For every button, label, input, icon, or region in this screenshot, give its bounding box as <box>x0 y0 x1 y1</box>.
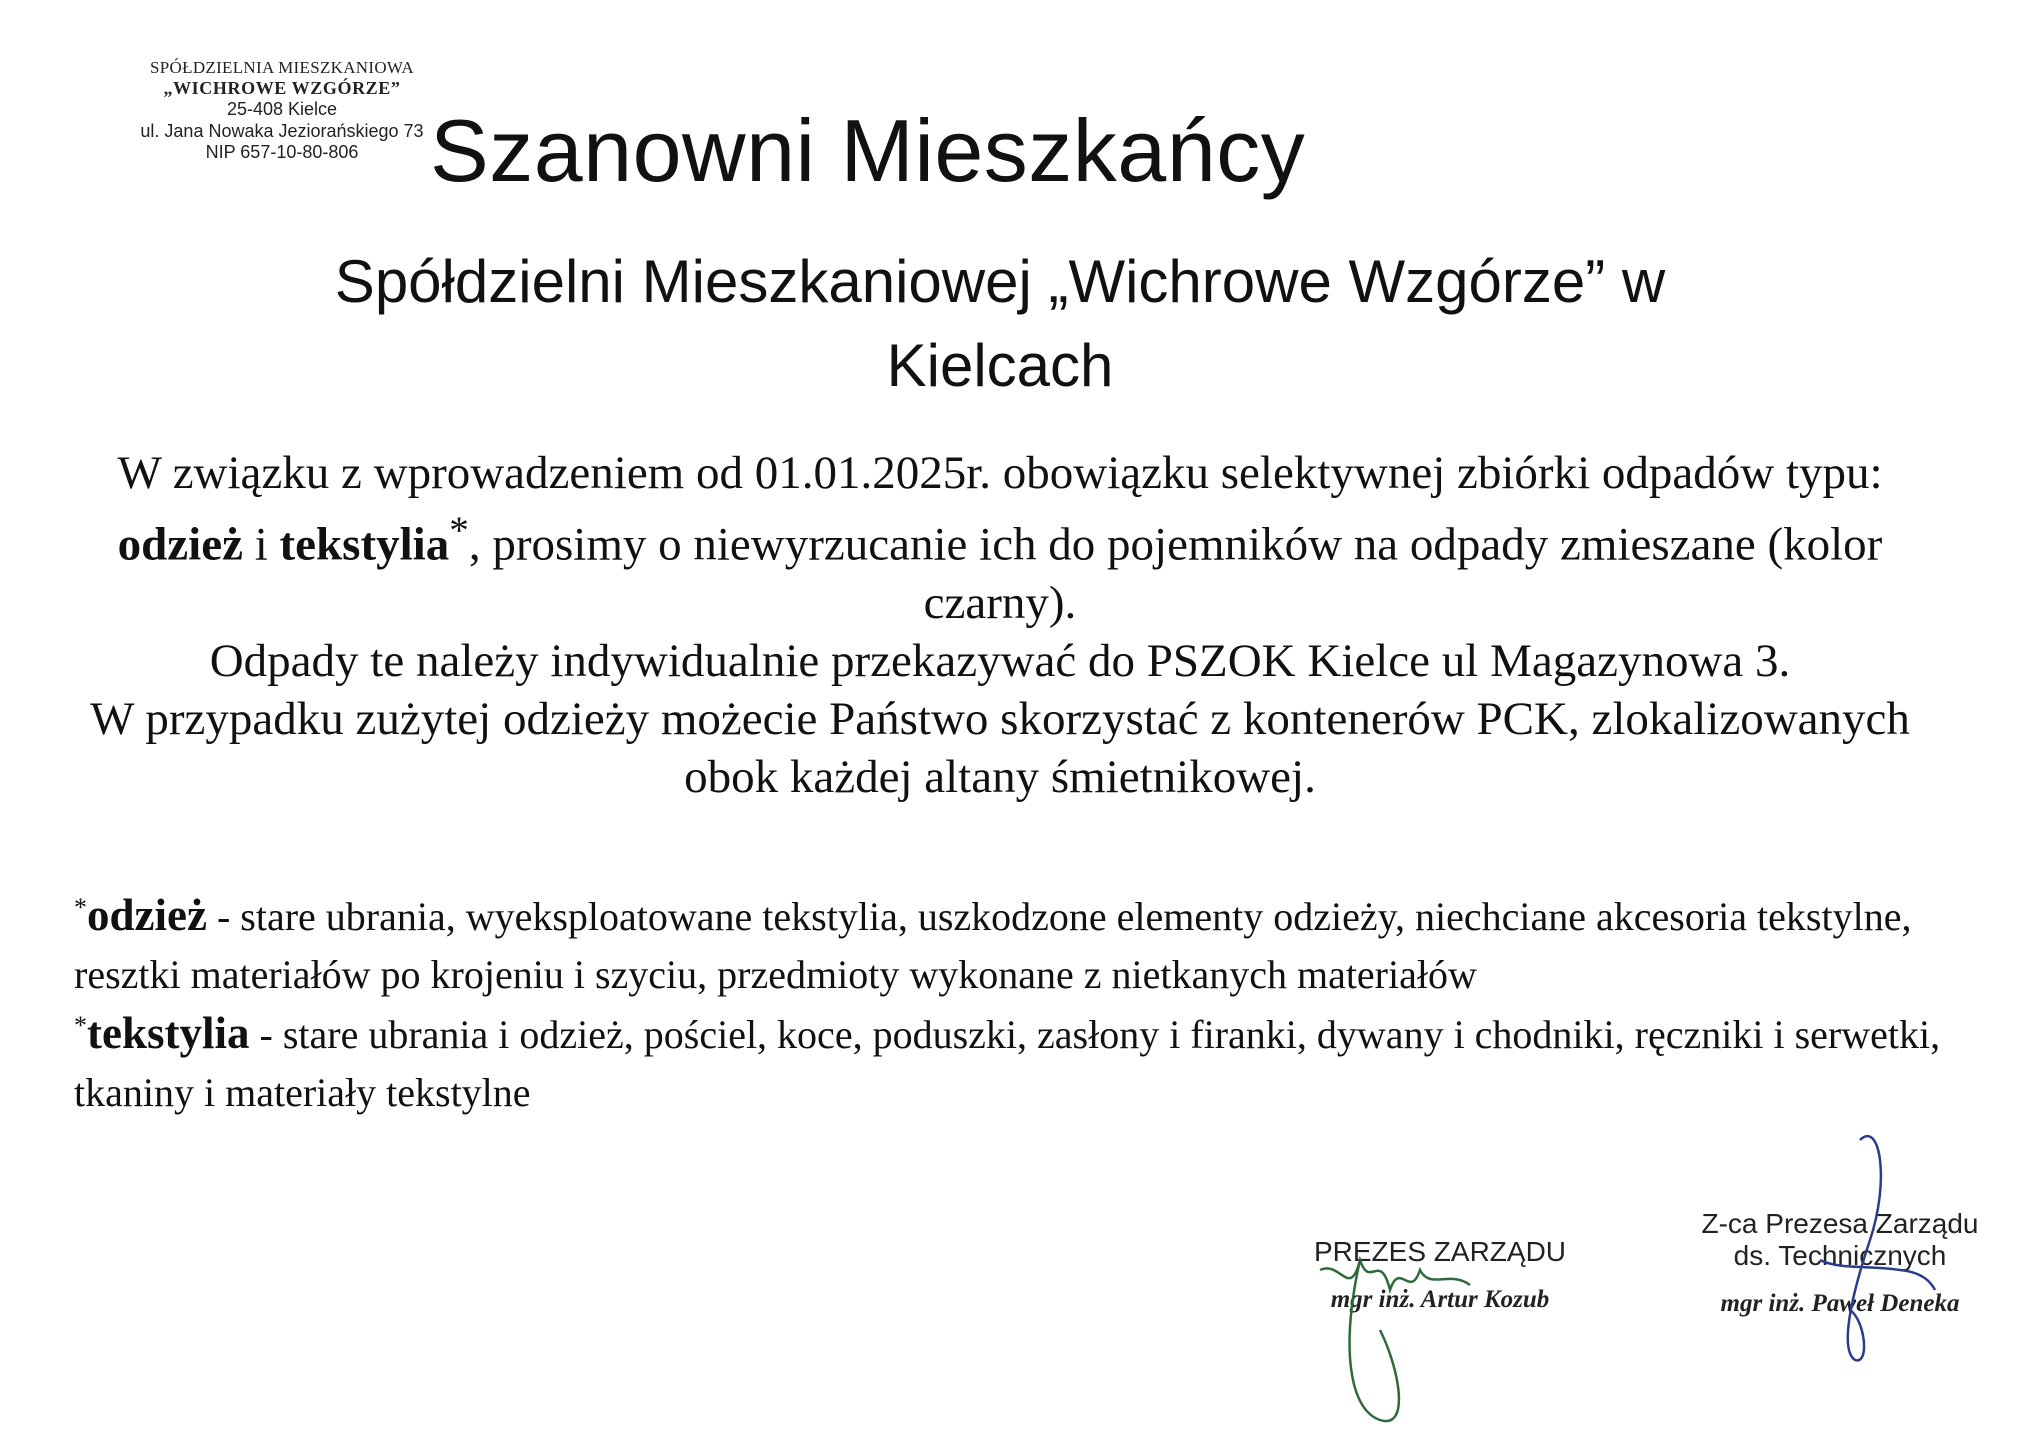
signature-role: PREZES ZARZĄDU <box>1313 1236 1567 1267</box>
signature-role-line-1: Z-ca Prezesa Zarządu <box>1701 1208 1979 1239</box>
notice-paragraph-3: W przypadku zużytej odzieży możecie Państwo skorzystać z kontenerów PCK, zlokalizowanych obok każdej altany śmietnikowej. <box>90 692 1910 803</box>
definition-term: odzież <box>87 890 207 940</box>
notice-paragraph-1 <box>60 444 1940 632</box>
stamp-postal-code: 25-408 Kielce <box>226 99 338 120</box>
definitions-list <box>74 886 1974 1122</box>
signature-name: mgr inż. Paweł Deneka <box>1720 1290 1960 1317</box>
definition-marker: * <box>74 1011 87 1040</box>
notice-body <box>60 444 1940 806</box>
page-subtitle <box>120 240 1880 408</box>
notice-term-clothing: odzież <box>117 518 243 571</box>
notice-p1-start: W związku z wprowadzeniem od 01.01.2025r. obowiązku selektywnej zbiórki odpadów typu: <box>117 447 1883 499</box>
notice-term-textiles: tekstylia <box>279 518 450 571</box>
page-title: Szanowni Mieszkańcy <box>430 101 1306 200</box>
definition-item <box>74 886 1974 1004</box>
organization-stamp <box>92 58 472 163</box>
subtitle-line-1: Spółdzielni Mieszkaniowej „Wichrowe Wzgórze” w <box>334 248 1666 315</box>
signature-block-vice-president <box>1675 1208 2005 1318</box>
notice-paragraph-2: Odpady te należy indywidualnie przekazywać do PSZOK Kielce ul Magazynowa 3. <box>209 634 1791 687</box>
definition-term: tekstylia <box>87 1008 250 1058</box>
subtitle-line-2: Kielcach <box>886 332 1114 399</box>
footnote-marker: * <box>449 509 469 552</box>
signature-block-president <box>1290 1236 1590 1314</box>
definition-text: - stare ubrania, wyeksploatowane tekstylia, uszkodzone elementy odzieży, niechciane akcesoria tekstylne, resztki materiałów po krojeniu i szyciu, przedmioty wykonane z nietkanych materiałów <box>74 894 1912 997</box>
stamp-tax-id: NIP 657-10-80-806 <box>205 141 359 162</box>
stamp-org-type: SPÓŁDZIELNIA MIESZKANIOWA <box>150 58 414 77</box>
definition-item <box>74 1004 1974 1122</box>
stamp-org-name: „WICHROWE WZGÓRZE” <box>163 78 401 99</box>
definition-text: - stare ubrania i odzież, pościel, koce, poduszki, zasłony i firanki, dywany i chodniki, ręczniki i serwetki, tkaniny i materiały tekstylne <box>74 1012 1941 1115</box>
notice-p1-and: i <box>242 518 280 571</box>
signature-role-line-2: ds. Technicznych <box>1733 1240 1947 1271</box>
notice-p1-end: , prosimy o niewyrzucanie ich do pojemników na odpady zmieszane (kolor czarny). <box>468 518 1883 629</box>
signature-name: mgr inż. Artur Kozub <box>1330 1286 1550 1313</box>
stamp-street-address: ul. Jana Nowaka Jeziorańskiego 73 <box>140 120 424 141</box>
definition-marker: * <box>74 893 87 922</box>
